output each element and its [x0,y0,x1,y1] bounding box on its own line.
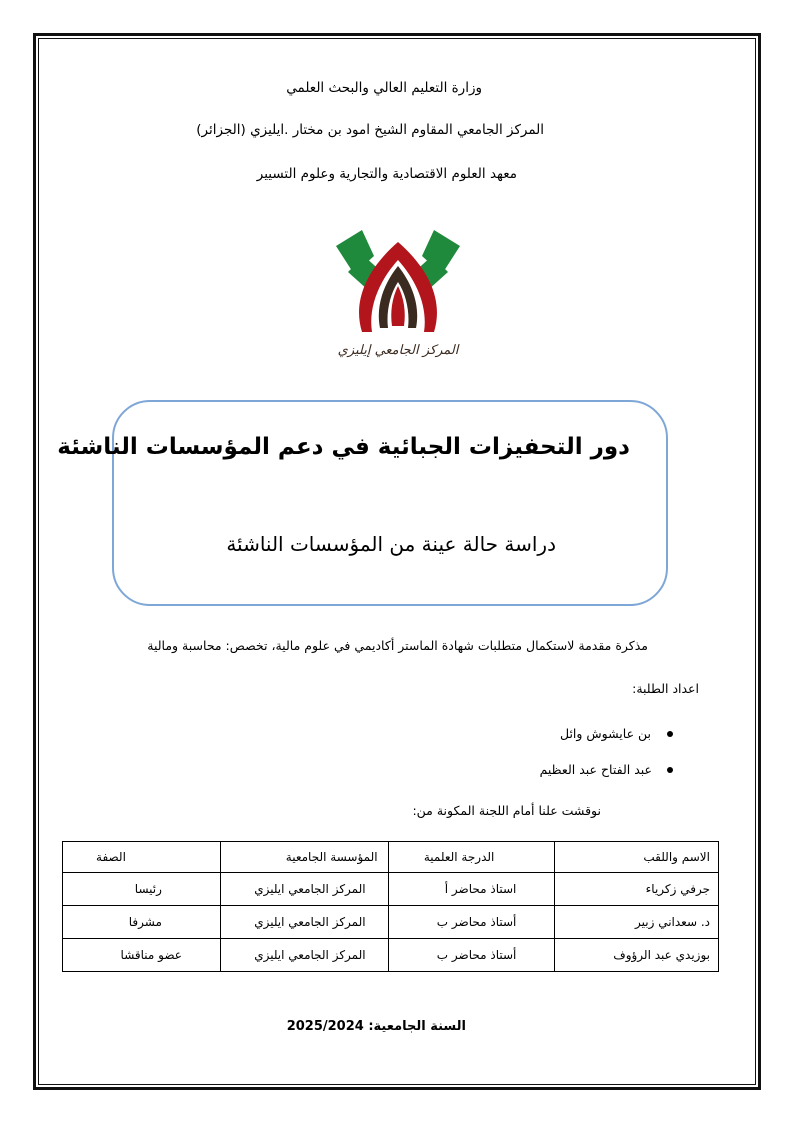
table-row [63,906,719,939]
table-cell: المركز الجامعي ايليزي [220,906,388,939]
academic-year: السنة الجامعية: 2025/2024 [286,1019,466,1034]
table-cell: المركز الجامعي ايليزي [220,939,388,972]
table-cell: جرفي زكرياء [555,873,719,906]
table-cell: د. سعداني زبير [555,906,719,939]
table-cell: بوزيدي عبد الرؤوف [555,939,719,972]
prepared-by-label: اعداد الطلبة: [632,681,699,696]
table-cell: استاذ محاضر أ [388,873,555,906]
student-name: عبد الفتاح عبد العظيم [539,762,652,777]
student-name: بن عايشوش وائل [559,726,651,741]
table-row [63,873,719,906]
memo-statement: مذكرة مقدمة لاستكمال متطلبات شهادة الماستر أكاديمي في علوم مالية، تخصص: محاسبة ومالية [147,638,648,653]
thesis-subtitle: دراسة حالة عينة من المؤسسات الناشئة [226,532,556,556]
title-box [112,400,668,606]
table-cell: المركز الجامعي ايليزي [220,873,388,906]
table-cell: أستاذ محاضر ب [388,939,555,972]
column-header: المؤسسة الجامعية [220,842,388,873]
table-cell: عضو مناقشا [63,939,221,972]
bullet-icon [667,767,673,773]
table-cell: أستاذ محاضر ب [388,906,555,939]
table-cell: رئيسا [63,873,221,906]
bullet-icon [667,731,673,737]
column-header: الدرجة العلمية [388,842,555,873]
table-cell: مشرفا [63,906,221,939]
column-header: الصفة [63,842,221,873]
institute-name: معهد العلوم الاقتصادية والتجارية وعلوم التسيير [256,166,517,182]
university-center-name: المركز الجامعي المقاوم الشيخ امود بن مختار .ايليزي (الجزائر) [196,122,544,138]
table-row [63,939,719,972]
university-logo [334,228,462,360]
committee-label: نوقشت علنا أمام اللجنة المكونة من: [412,803,601,818]
column-header: الاسم واللقب [555,842,719,873]
ministry-name: وزارة التعليم العالي والبحث العلمي [286,80,482,96]
table-header-row [63,842,719,873]
thesis-title: دور التحفيزات الجبائية في دعم المؤسسات الناشئة [57,434,630,460]
committee-table [62,841,719,972]
logo-caption: المركز الجامعي إيليزي [337,343,459,358]
